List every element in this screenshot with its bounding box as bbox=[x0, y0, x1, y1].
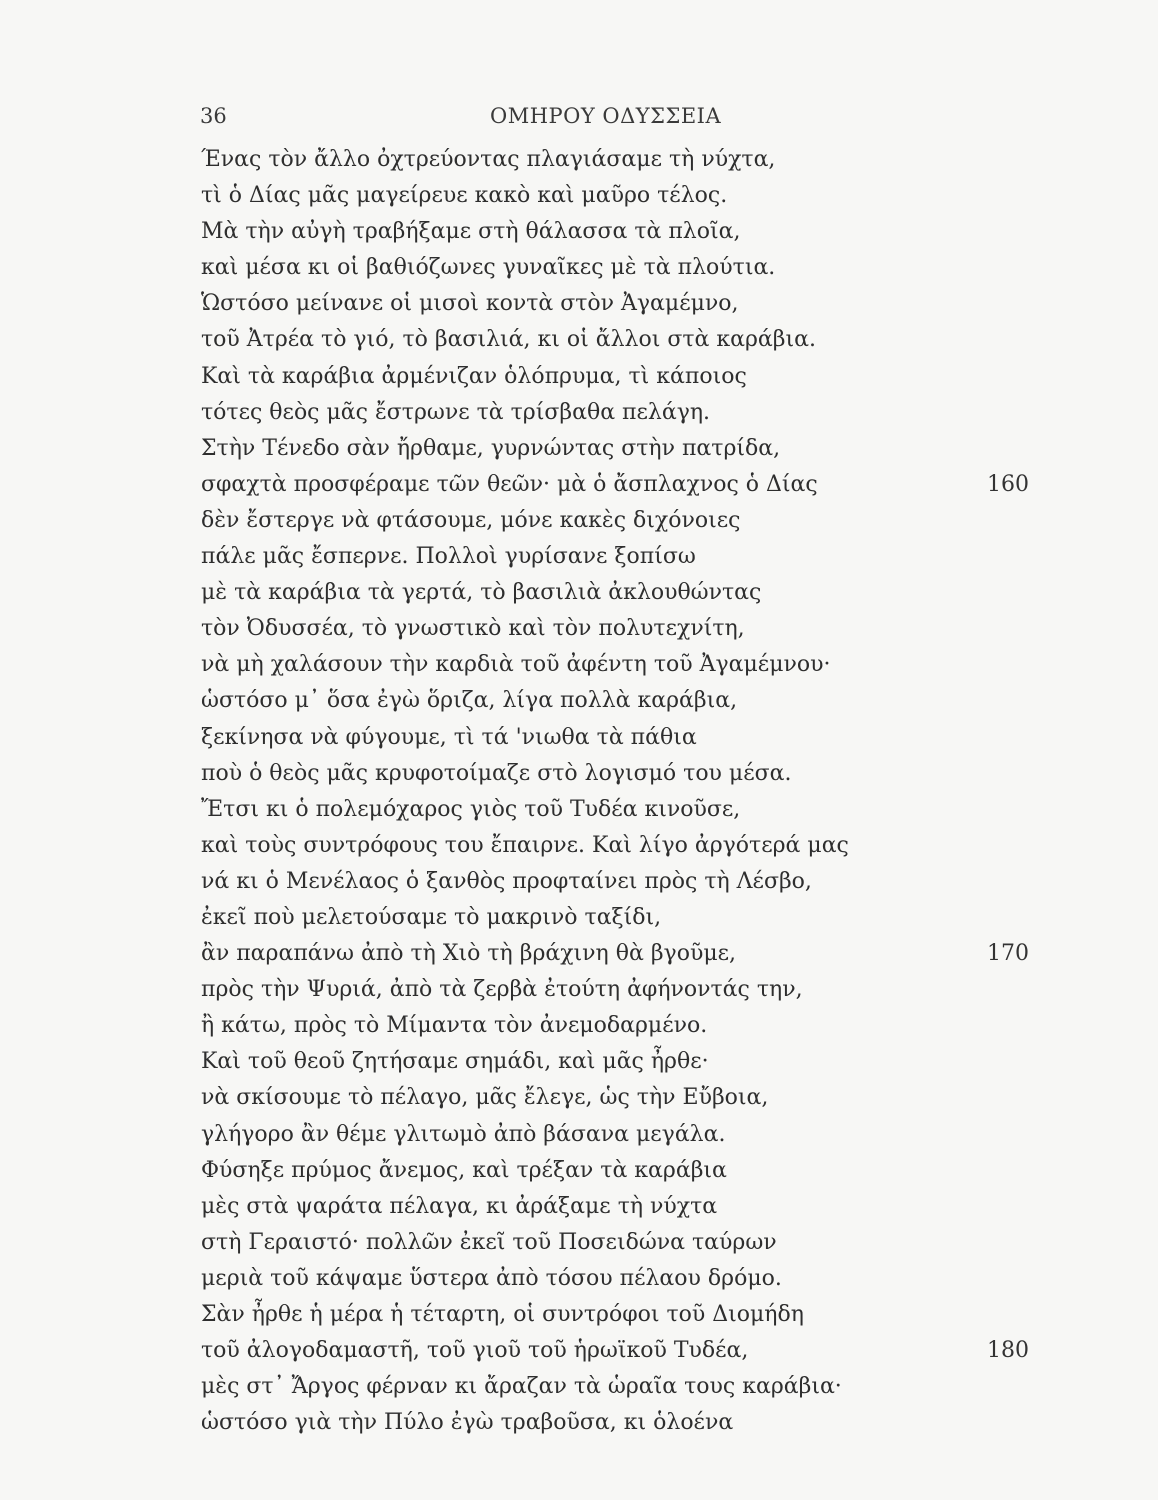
verse-text: καὶ τοὺς συντρόφους του ἔπαιρνε. Καὶ λίγο ἀργότερά μας bbox=[201, 832, 849, 858]
verse-line bbox=[201, 972, 1121, 1008]
verse-line bbox=[201, 1405, 1121, 1441]
poem-body bbox=[201, 142, 1121, 1441]
verse-text: ἢ κάτω, πρὸς τὸ Μίμαντα τὸν ἀνεμοδαρμένο. bbox=[201, 1013, 708, 1039]
verse-text: ξεκίνησα νὰ φύγουμε, τὶ τά 'νιωθα τὰ πάθια bbox=[201, 724, 697, 750]
verse-line bbox=[201, 431, 1121, 467]
verse-text: τοῦ Ἀτρέα τὸ γιό, τὸ βασιλιά, κι οἱ ἄλλοι στὰ καράβια. bbox=[201, 327, 816, 353]
verse-text: ποὺ ὁ θεὸς μᾶς κρυφοτοίμαζε στὸ λογισμό του μέσα. bbox=[201, 760, 792, 786]
verse-line bbox=[201, 1297, 1121, 1333]
verse-text: γλήγορο ἂν θέμε γλιτωμὸ ἀπὸ βάσανα μεγάλα. bbox=[201, 1121, 726, 1147]
verse-text: μεριὰ τοῦ κάψαμε ὕστερα ἀπὸ τόσου πέλαου δρόμο. bbox=[201, 1265, 782, 1291]
verse-text: Ένας τὸν ἄλλο ὀχτρεύοντας πλαγιάσαμε τὴ νύχτα, bbox=[201, 147, 776, 172]
verse-line bbox=[201, 1008, 1121, 1044]
page-number: 36 bbox=[200, 104, 227, 128]
verse-text: ὡστόσο μ᾿ ὅσα ἐγὼ ὅριζα, λίγα πολλὰ καράβια, bbox=[201, 688, 738, 714]
verse-text: Στὴν Τένεδο σὰν ἤρθαμε, γυρνώντας στὴν πατρίδα, bbox=[201, 435, 781, 461]
running-title: ΟΜΗΡΟΥ ΟΔΥΣΣΕΙΑ bbox=[490, 104, 722, 128]
verse-line bbox=[201, 178, 1121, 214]
verse-text: νὰ σκίσουμε τὸ πέλαγο, μᾶς ἔλεγε, ὡς τὴν Εὔβοια, bbox=[201, 1085, 769, 1111]
verse-line bbox=[201, 756, 1121, 792]
verse-line bbox=[201, 1153, 1121, 1189]
verse-line bbox=[201, 611, 1121, 647]
verse-line bbox=[201, 864, 1121, 900]
verse-text: ὡστόσο γιὰ τὴν Πύλο ἐγὼ τραβοῦσα, κι ὁλοένα bbox=[201, 1410, 734, 1436]
verse-text: τὸν Ὀδυσσέα, τὸ γνωστικὸ καὶ τὸν πολυτεχνίτη, bbox=[201, 616, 745, 642]
verse-line bbox=[201, 647, 1121, 683]
verse-line bbox=[201, 467, 1121, 503]
verse-text: τότες θεὸς μᾶς ἔστρωνε τὰ τρίσβαθα πελάγη. bbox=[201, 399, 711, 425]
verse-line bbox=[201, 359, 1121, 395]
line-number: 170 bbox=[987, 941, 1029, 967]
verse-line bbox=[201, 1189, 1121, 1225]
verse-text: νὰ μὴ χαλάσουν τὴν καρδιὰ τοῦ ἀφέντη τοῦ Ἀγαμέμνου· bbox=[201, 652, 831, 678]
verse-line bbox=[201, 250, 1121, 286]
verse-line bbox=[201, 395, 1121, 431]
verse-text: ἂν παραπάνω ἀπὸ τὴ Χιὸ τὴ βράχινη θὰ βγοῦμε, bbox=[201, 941, 737, 967]
verse-line bbox=[201, 683, 1121, 719]
verse-text: ἐκεῖ ποὺ μελετούσαμε τὸ μακρινὸ ταξίδι, bbox=[201, 904, 662, 930]
verse-text: δὲν ἔστεργε νὰ φτάσουμε, μόνε κακὲς διχόνοιες bbox=[201, 507, 741, 533]
verse-line bbox=[201, 322, 1121, 358]
verse-text: πάλε μᾶς ἔσπερνε. Πολλοὶ γυρίσανε ξοπίσω bbox=[201, 544, 696, 570]
verse-text: Καὶ τοῦ θεοῦ ζητήσαμε σημάδι, καὶ μᾶς ἦρθε· bbox=[201, 1049, 709, 1075]
verse-text: Ἔτσι κι ὁ πολεμόχαρος γιὸς τοῦ Τυδέα κινοῦσε, bbox=[201, 796, 741, 822]
verse-text: τοῦ ἀλογοδαμαστῆ, τοῦ γιοῦ τοῦ ἡρωϊκοῦ Τυδέα, bbox=[201, 1338, 749, 1364]
verse-text: Σὰν ἦρθε ἡ μέρα ἡ τέταρτη, οἱ συντρόφοι τοῦ Διομήδη bbox=[201, 1302, 804, 1327]
verse-line bbox=[201, 828, 1121, 864]
verse-line bbox=[201, 936, 1121, 972]
verse-text: καὶ μέσα κι οἱ βαθιόζωνες γυναῖκες μὲ τὰ πλούτια. bbox=[201, 255, 776, 281]
verse-line bbox=[201, 539, 1121, 575]
verse-text: Φύσηξε πρύμος ἄνεμος, καὶ τρέξαν τὰ καράβια bbox=[201, 1157, 727, 1183]
verse-text: σφαχτὰ προσφέραμε τῶν θεῶν· μὰ ὁ ἄσπλαχνος ὁ Δίας bbox=[201, 471, 818, 497]
verse-line bbox=[201, 575, 1121, 611]
verse-text: μὲς στ᾿ Ἄργος φέρναν κι ἄραζαν τὰ ὡραῖα τους καράβια· bbox=[201, 1374, 842, 1400]
verse-line bbox=[201, 286, 1121, 322]
verse-text: στὴ Γεραιστό· πολλῶν ἐκεῖ τοῦ Ποσειδώνα ταύρων bbox=[201, 1229, 777, 1255]
verse-line bbox=[201, 214, 1121, 250]
verse-line bbox=[201, 1044, 1121, 1080]
verse-line bbox=[201, 503, 1121, 539]
verse-text: μὲς στὰ ψαράτα πέλαγα, κι ἀράξαμε τὴ νύχτα bbox=[201, 1193, 718, 1219]
verse-text: νά κι ὁ Μενέλαος ὁ ξανθὸς προφταίνει πρὸς τὴ Λέσβο, bbox=[201, 868, 812, 894]
verse-line bbox=[201, 1080, 1121, 1116]
verse-text: Καὶ τὰ καράβια ἀρμένιζαν ὁλόπρυμα, τὶ κάποιος bbox=[201, 363, 747, 389]
verse-line bbox=[201, 1261, 1121, 1297]
verse-line bbox=[201, 900, 1121, 936]
verse-line bbox=[201, 1369, 1121, 1405]
verse-text: τὶ ὁ Δίας μᾶς μαγείρευε κακὸ καὶ μαῦρο τέλος. bbox=[201, 183, 728, 209]
verse-line bbox=[201, 792, 1121, 828]
verse-line bbox=[201, 142, 1121, 178]
verse-line bbox=[201, 1225, 1121, 1261]
verse-text: πρὸς τὴν Ψυριά, ἀπὸ τὰ ζερβὰ ἐτούτη ἀφήνοντάς την, bbox=[201, 977, 803, 1003]
line-number: 160 bbox=[987, 471, 1029, 497]
verse-text: Ὡστόσο μείνανε οἱ μισοὶ κοντὰ στὸν Ἀγαμέμνο, bbox=[201, 291, 739, 317]
line-number: 180 bbox=[987, 1338, 1029, 1364]
verse-line bbox=[201, 1117, 1121, 1153]
verse-line bbox=[201, 720, 1121, 756]
verse-text: Μὰ τὴν αὐγὴ τραβήξαμε στὴ θάλασσα τὰ πλοῖα, bbox=[201, 219, 741, 245]
verse-text: μὲ τὰ καράβια τὰ γερτά, τὸ βασιλιὰ ἀκλουθώντας bbox=[201, 580, 762, 606]
verse-line bbox=[201, 1333, 1121, 1369]
